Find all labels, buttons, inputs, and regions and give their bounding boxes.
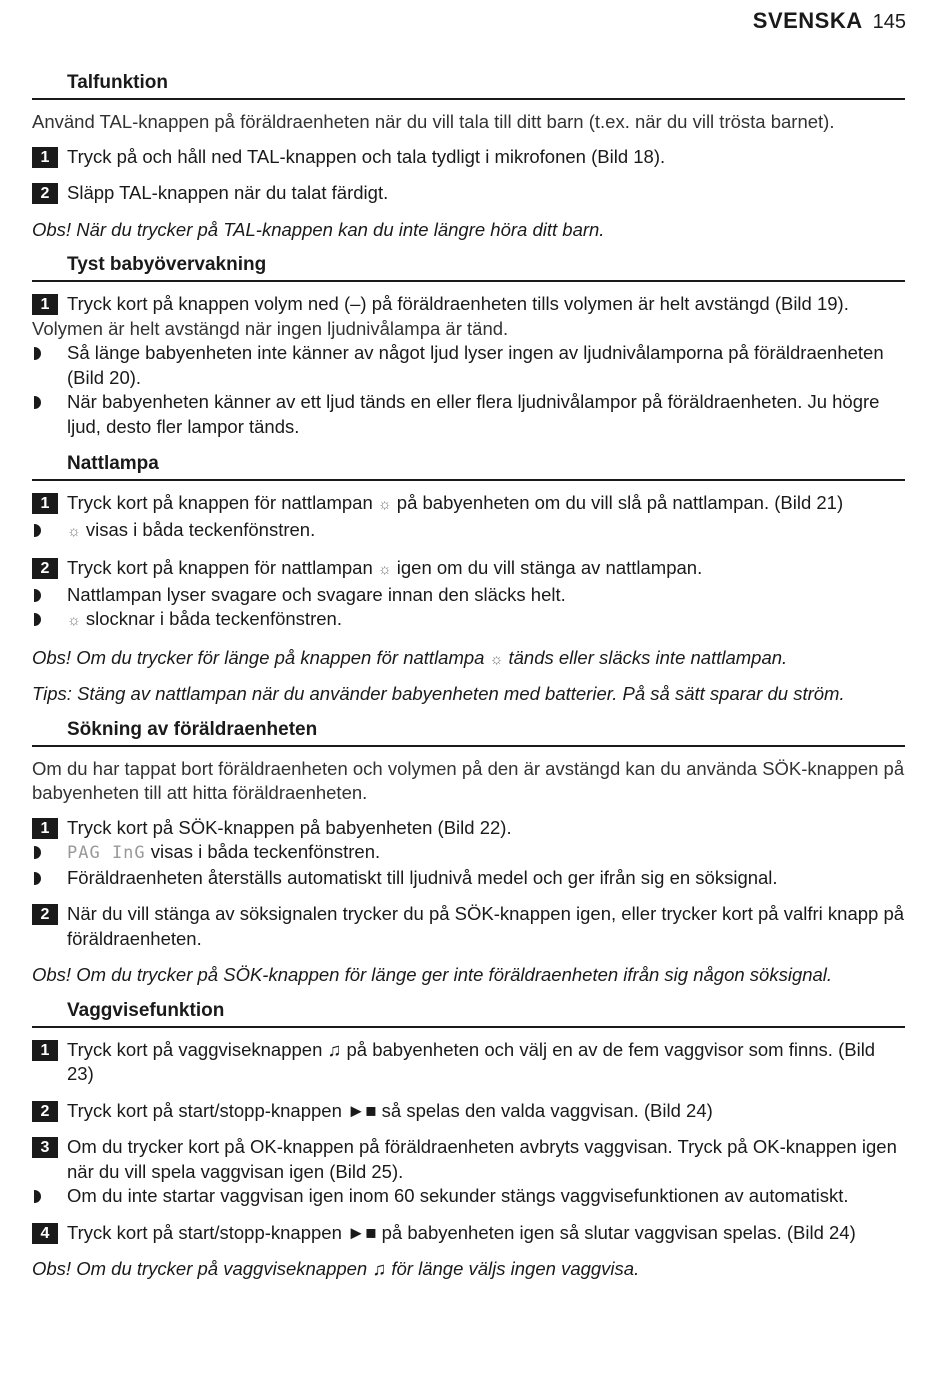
step-text: igen om du vill stänga av nattlampan. bbox=[396, 557, 703, 578]
section-title: Sökning av föräldraenheten bbox=[32, 717, 905, 747]
step-number: 3 bbox=[32, 1137, 58, 1158]
step-text: När du vill stänga av söksignalen trycker du på SÖK-knappen igen, eller trycker kort på valfri knapp på föräldraenheten. bbox=[67, 903, 905, 949]
bullet-item bbox=[32, 840, 905, 866]
step-text: Tryck kort på knappen för nattlampan bbox=[67, 557, 373, 578]
page-number: 145 bbox=[872, 11, 906, 33]
bullet-text: slocknar i båda teckenfönstren. bbox=[85, 608, 342, 629]
sun-icon: ☼ bbox=[377, 496, 392, 513]
bullet-icon bbox=[34, 872, 41, 885]
intro-text: Om du har tappat bort föräldraenheten och volymen på den är avstängd kan du använda SÖK-knappen på babyenheten till att hitta föräldraenheten. bbox=[32, 757, 905, 803]
note-text: Obs! När du trycker på TAL-knappen kan du inte längre höra ditt barn. bbox=[32, 218, 605, 240]
section-vaggvise bbox=[32, 998, 905, 1282]
page-content bbox=[32, 70, 905, 1292]
language-label: SVENSKA bbox=[752, 8, 863, 33]
step bbox=[32, 491, 905, 518]
bullet-icon bbox=[34, 846, 41, 859]
step-text: på babyenheten om du vill slå på nattlampan. (Bild 21) bbox=[396, 492, 844, 513]
bullet-item bbox=[32, 1184, 905, 1209]
tips-text: Tips: Stäng av nattlampan när du använder babyenheten med batterier. På så sätt sparar du ström. bbox=[32, 683, 845, 704]
section-title: Nattlampa bbox=[32, 451, 905, 481]
section-title: Tyst babyövervakning bbox=[32, 252, 905, 282]
bullet-text: Så länge babyenheten inte känner av något ljud lyser ingen av ljudnivålamporna på föräldraenheten (Bild 20). bbox=[67, 342, 884, 388]
step bbox=[32, 902, 905, 951]
bullet-icon bbox=[34, 524, 41, 537]
step-number: 2 bbox=[32, 558, 58, 579]
bullet-text: visas i båda teckenfönstren. bbox=[85, 518, 316, 540]
bullet-item bbox=[32, 583, 905, 608]
lcd-display-text: PAG InG bbox=[67, 843, 146, 863]
step-text: Tryck kort på start/stopp-knappen ►■ så spelas den valda vaggvisan. (Bild 24) bbox=[67, 1099, 713, 1121]
step-number: 2 bbox=[32, 183, 58, 204]
section-talfunktion bbox=[32, 70, 905, 242]
intro-text: Använd TAL-knappen på föräldraenheten när du vill tala till ditt barn (t.ex. när du vill trösta barnet). bbox=[32, 111, 835, 132]
step-number: 2 bbox=[32, 904, 58, 925]
step bbox=[32, 1221, 905, 1246]
step-number: 1 bbox=[32, 294, 58, 315]
step-number: 1 bbox=[32, 493, 58, 514]
step bbox=[32, 1038, 905, 1087]
bullet-item bbox=[32, 390, 905, 439]
info-text: Volymen är helt avstängd när ingen ljudnivålampa är tänd. bbox=[32, 317, 509, 339]
step-number: 1 bbox=[32, 818, 58, 839]
section-title: Vaggvisefunktion bbox=[32, 998, 905, 1028]
note-text-part: Obs! Om du trycker för länge på knappen för nattlampa bbox=[32, 646, 485, 668]
sun-icon: ☼ bbox=[67, 612, 81, 629]
sun-icon: ☼ bbox=[489, 650, 504, 668]
step-text: Tryck på och håll ned TAL-knappen och tala tydligt i mikrofonen (Bild 18). bbox=[67, 145, 666, 167]
bullet-text: visas i båda teckenfönstren. bbox=[150, 841, 381, 862]
bullet-text: Föräldraenheten återställs automatiskt till ljudnivå medel och ger ifrån sig en söksignal. bbox=[67, 866, 778, 888]
step bbox=[32, 816, 905, 841]
bullet-icon bbox=[34, 396, 41, 409]
bullet-icon bbox=[34, 347, 41, 360]
note-text bbox=[32, 646, 905, 673]
step-number: 1 bbox=[32, 1040, 58, 1061]
bullet-item bbox=[32, 518, 905, 545]
bullet-icon bbox=[34, 613, 41, 626]
step bbox=[32, 181, 905, 206]
section-tyst bbox=[32, 252, 905, 439]
bullet-icon bbox=[34, 1190, 41, 1203]
note-text-part: tänds eller släcks inte nattlampan. bbox=[508, 646, 788, 668]
section-nattlampa bbox=[32, 451, 905, 707]
section-title: Talfunktion bbox=[32, 70, 905, 100]
page-header bbox=[753, 8, 906, 34]
step-text: Tryck kort på start/stopp-knappen ►■ på babyenheten igen så slutar vaggvisan spelas. (Bild 24) bbox=[67, 1221, 856, 1243]
bullet-text: Nattlampan lyser svagare och svagare innan den släcks helt. bbox=[67, 583, 566, 605]
bullet-icon bbox=[34, 589, 41, 602]
step-text: Tryck kort på knappen volym ned (–) på föräldraenheten tills volymen är helt avstängd (Bild 19). bbox=[67, 293, 849, 314]
bullet-text: Om du inte startar vaggvisan igen inom 60 sekunder stängs vaggvisefunktionen av automatiskt. bbox=[67, 1185, 849, 1206]
step bbox=[32, 556, 905, 583]
note-text: Obs! Om du trycker på vaggviseknappen ♫ för länge väljs ingen vaggvisa. bbox=[32, 1258, 640, 1279]
section-sokning bbox=[32, 717, 905, 988]
sun-icon: ☼ bbox=[377, 561, 392, 578]
step bbox=[32, 292, 905, 317]
step bbox=[32, 1135, 905, 1184]
bullet-item bbox=[32, 866, 905, 891]
step-text: Om du trycker kort på OK-knappen på föräldraenheten avbryts vaggvisan. Tryck på OK-knappen igen när du vill spela vaggvisan igen (Bild 25). bbox=[67, 1136, 897, 1182]
step bbox=[32, 145, 905, 170]
step-number: 1 bbox=[32, 147, 58, 168]
step-text: Tryck kort på knappen för nattlampan bbox=[67, 492, 373, 513]
step-number: 4 bbox=[32, 1223, 58, 1244]
bullet-text: När babyenheten känner av ett ljud tänds en eller flera ljudnivålampor på föräldraenheten. Ju högre ljud, desto fler lampor tänds. bbox=[67, 391, 880, 437]
step-number: 2 bbox=[32, 1101, 58, 1122]
bullet-item bbox=[32, 607, 905, 634]
bullet-item bbox=[32, 341, 905, 390]
step-text: Tryck kort på SÖK-knappen på babyenheten (Bild 22). bbox=[67, 816, 512, 838]
note-text: Obs! Om du trycker på SÖK-knappen för länge ger inte föräldraenheten ifrån sig någon söksignal. bbox=[32, 964, 833, 985]
step bbox=[32, 1099, 905, 1124]
sun-icon: ☼ bbox=[67, 522, 81, 540]
step-text: Tryck kort på vaggviseknappen ♫ på babyenheten och välj en av de fem vaggvisor som finns. (Bild 23) bbox=[67, 1038, 876, 1084]
step-text: Släpp TAL-knappen när du talat färdigt. bbox=[67, 182, 389, 203]
